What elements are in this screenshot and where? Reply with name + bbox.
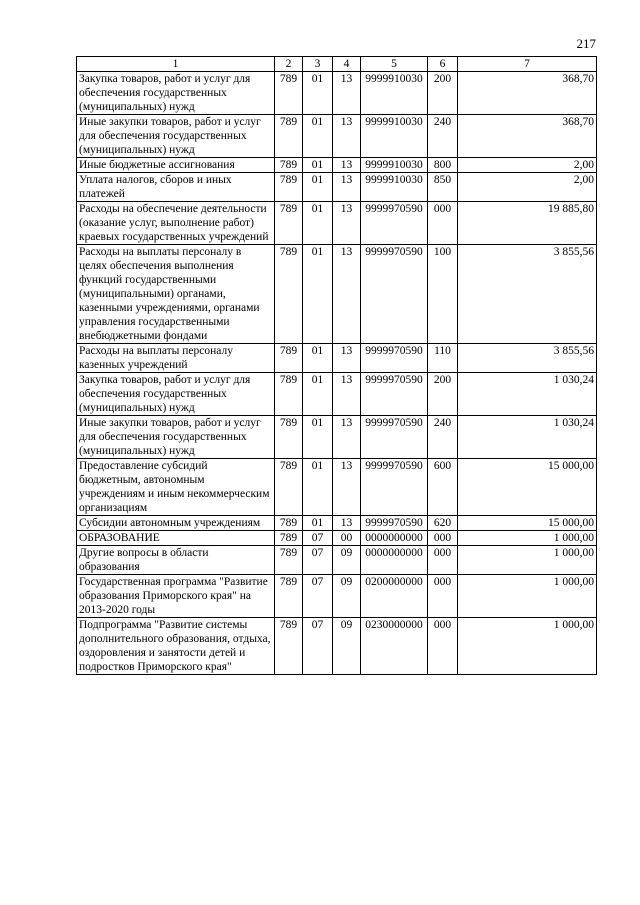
table-row: [77, 245, 597, 344]
expense-type-code: 800: [428, 158, 458, 173]
section-code: 01: [303, 72, 333, 115]
target-article-code: 9999970590: [361, 416, 428, 459]
column-header: 4: [333, 57, 361, 72]
table-row: [77, 531, 597, 546]
table-row: [77, 618, 597, 675]
expense-type-code: 110: [428, 344, 458, 373]
amount: 1 030,24: [458, 373, 597, 416]
table-row: [77, 115, 597, 158]
column-header: 6: [428, 57, 458, 72]
amount: 1 000,00: [458, 531, 597, 546]
section-code: 07: [303, 546, 333, 575]
subsection-code: 13: [333, 115, 361, 158]
amount: 1 000,00: [458, 618, 597, 675]
subsection-code: 13: [333, 173, 361, 202]
section-code: 01: [303, 158, 333, 173]
ministry-code: 789: [275, 459, 303, 516]
ministry-code: 789: [275, 546, 303, 575]
target-article-code: 9999910030: [361, 72, 428, 115]
expense-type-code: 850: [428, 173, 458, 202]
expense-type-code: 100: [428, 245, 458, 344]
ministry-code: 789: [275, 373, 303, 416]
subsection-code: 09: [333, 546, 361, 575]
ministry-code: 789: [275, 158, 303, 173]
table-row: [77, 202, 597, 245]
section-code: 07: [303, 575, 333, 618]
subsection-code: 13: [333, 416, 361, 459]
amount: 2,00: [458, 173, 597, 202]
ministry-code: 789: [275, 202, 303, 245]
amount: 15 000,00: [458, 516, 597, 531]
ministry-code: 789: [275, 173, 303, 202]
expense-name: Расходы на выплаты персоналу казенных учреждений: [77, 344, 275, 373]
expense-type-code: 000: [428, 618, 458, 675]
subsection-code: 09: [333, 575, 361, 618]
section-code: 01: [303, 202, 333, 245]
subsection-code: 13: [333, 344, 361, 373]
expense-type-code: 200: [428, 72, 458, 115]
target-article-code: 9999910030: [361, 115, 428, 158]
table-row: [77, 373, 597, 416]
expense-type-code: 000: [428, 531, 458, 546]
expense-type-code: 620: [428, 516, 458, 531]
target-article-code: 9999970590: [361, 373, 428, 416]
ministry-code: 789: [275, 575, 303, 618]
expense-name: Расходы на обеспечение деятельности (оказание услуг, выполнение работ) краевых государственных учреждений: [77, 202, 275, 245]
amount: 3 855,56: [458, 344, 597, 373]
page-number: 217: [576, 36, 596, 51]
subsection-code: 09: [333, 618, 361, 675]
target-article-code: 0000000000: [361, 546, 428, 575]
table-row: [77, 344, 597, 373]
expense-name: Иные закупки товаров, работ и услуг для обеспечения государственных (муниципальных) нужд: [77, 416, 275, 459]
column-header: 2: [275, 57, 303, 72]
expense-name: ОБРАЗОВАНИЕ: [77, 531, 275, 546]
column-header: 1: [77, 57, 275, 72]
target-article-code: 9999970590: [361, 459, 428, 516]
section-code: 07: [303, 531, 333, 546]
subsection-code: 13: [333, 72, 361, 115]
table-row: [77, 173, 597, 202]
amount: 3 855,56: [458, 245, 597, 344]
ministry-code: 789: [275, 618, 303, 675]
expense-type-code: 200: [428, 373, 458, 416]
expense-type-code: 240: [428, 416, 458, 459]
expense-name: Иные бюджетные ассигнования: [77, 158, 275, 173]
amount: 1 030,24: [458, 416, 597, 459]
section-code: 01: [303, 459, 333, 516]
section-code: 07: [303, 618, 333, 675]
table-row: [77, 516, 597, 531]
amount: 15 000,00: [458, 459, 597, 516]
expense-name: Другие вопросы в области образования: [77, 546, 275, 575]
expense-type-code: 000: [428, 202, 458, 245]
subsection-code: 00: [333, 531, 361, 546]
target-article-code: 0200000000: [361, 575, 428, 618]
expense-name: Закупка товаров, работ и услуг для обеспечения государственных (муниципальных) нужд: [77, 373, 275, 416]
expense-name: Подпрограмма "Развитие системы дополнительного образования, отдыха, оздоровления и занятости детей и подростков Приморского края": [77, 618, 275, 675]
target-article-code: 9999970590: [361, 516, 428, 531]
subsection-code: 13: [333, 158, 361, 173]
target-article-code: 9999910030: [361, 158, 428, 173]
expense-name: Государственная программа "Развитие образования Приморского края" на 2013-2020 годы: [77, 575, 275, 618]
ministry-code: 789: [275, 115, 303, 158]
table-row: [77, 546, 597, 575]
amount: 368,70: [458, 115, 597, 158]
target-article-code: 0230000000: [361, 618, 428, 675]
ministry-code: 789: [275, 72, 303, 115]
section-code: 01: [303, 115, 333, 158]
table-row: [77, 416, 597, 459]
section-code: 01: [303, 173, 333, 202]
amount: 19 885,80: [458, 202, 597, 245]
amount: 2,00: [458, 158, 597, 173]
subsection-code: 13: [333, 202, 361, 245]
expense-name: Закупка товаров, работ и услуг для обеспечения государственных (муниципальных) нужд: [77, 72, 275, 115]
target-article-code: 9999970590: [361, 344, 428, 373]
section-code: 01: [303, 516, 333, 531]
expense-type-code: 240: [428, 115, 458, 158]
target-article-code: 9999910030: [361, 173, 428, 202]
target-article-code: 9999970590: [361, 202, 428, 245]
table-row: [77, 575, 597, 618]
column-header: 5: [361, 57, 428, 72]
expense-name: Иные закупки товаров, работ и услуг для обеспечения государственных (муниципальных) нужд: [77, 115, 275, 158]
section-code: 01: [303, 373, 333, 416]
table-row: [77, 459, 597, 516]
ministry-code: 789: [275, 416, 303, 459]
subsection-code: 13: [333, 459, 361, 516]
target-article-code: 0000000000: [361, 531, 428, 546]
ministry-code: 789: [275, 245, 303, 344]
section-code: 01: [303, 416, 333, 459]
budget-table: [76, 56, 597, 675]
subsection-code: 13: [333, 516, 361, 531]
section-code: 01: [303, 344, 333, 373]
table-row: [77, 158, 597, 173]
ministry-code: 789: [275, 344, 303, 373]
expense-type-code: 000: [428, 546, 458, 575]
column-header: 7: [458, 57, 597, 72]
ministry-code: 789: [275, 531, 303, 546]
amount: 368,70: [458, 72, 597, 115]
header-row: [77, 57, 597, 72]
expense-type-code: 000: [428, 575, 458, 618]
target-article-code: 9999970590: [361, 245, 428, 344]
table-row: [77, 72, 597, 115]
subsection-code: 13: [333, 245, 361, 344]
expense-name: Расходы на выплаты персоналу в целях обеспечения выполнения функций государственными (муниципальными) органами, казенными учреждениями, органами управления государственными внебюджетными фондами: [77, 245, 275, 344]
ministry-code: 789: [275, 516, 303, 531]
expense-name: Предоставление субсидий бюджетным, автономным учреждениям и иным некоммерческим организациям: [77, 459, 275, 516]
expense-name: Субсидии автономным учреждениям: [77, 516, 275, 531]
amount: 1 000,00: [458, 575, 597, 618]
expense-type-code: 600: [428, 459, 458, 516]
section-code: 01: [303, 245, 333, 344]
expense-name: Уплата налогов, сборов и иных платежей: [77, 173, 275, 202]
amount: 1 000,00: [458, 546, 597, 575]
column-header: 3: [303, 57, 333, 72]
subsection-code: 13: [333, 373, 361, 416]
